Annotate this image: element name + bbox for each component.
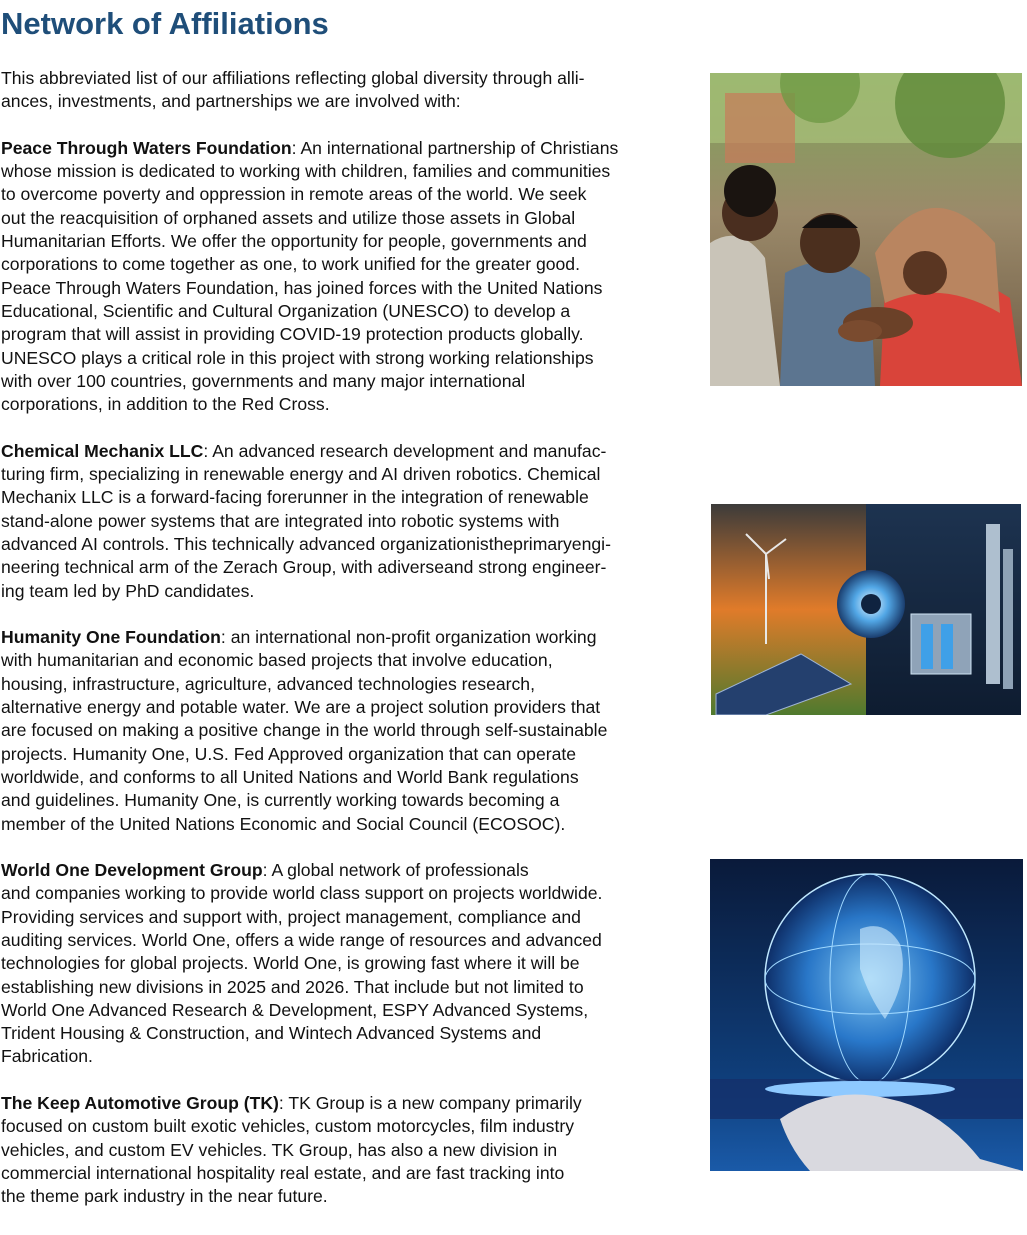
desc-line: program that will assist in providing COVID-19 protection products globally. [1, 324, 584, 345]
desc-line: Humanitarian Efforts. We offer the opportunity for people, governments and [1, 231, 587, 252]
affiliation-chemical-mechanix [1, 440, 691, 603]
community-hands-photo [710, 73, 1022, 386]
org-name: Humanity One Foundation [1, 627, 221, 648]
desc-line: : An international partnership of Christians [291, 137, 619, 158]
org-name: World One Development Group [1, 860, 263, 881]
desc-line: : An advanced research development and manufac- [203, 440, 607, 461]
desc-line: worldwide, and conforms to all United Nations and World Bank regulations [1, 766, 579, 787]
affiliation-the-keep-automotive [1, 1092, 691, 1208]
desc-line: the theme park industry in the near future. [1, 1186, 328, 1207]
intro-paragraph [1, 67, 691, 114]
desc-line: whose mission is dedicated to working with children, families and communities [1, 161, 611, 182]
desc-line: with humanitarian and economic based projects that involve education, [1, 650, 553, 671]
desc-line: : an international non-profit organization working [220, 627, 597, 648]
affiliations-text [1, 67, 691, 1232]
desc-line: housing, infrastructure, agriculture, advanced technologies research, [1, 673, 535, 694]
renewable-energy-robotics-photo [711, 504, 1021, 715]
desc-line: projects. Humanity One, U.S. Fed Approved organization that can operate [1, 743, 577, 764]
desc-line: focused on custom built exotic vehicles, custom motorcycles, film industry [1, 1116, 574, 1137]
desc-line: technologies for global projects. World One, is growing fast where it will be [1, 953, 580, 974]
desc-line: corporations to come together as one, to work unified for the greater good. [1, 254, 580, 275]
desc-line: : A global network of professionals [262, 860, 529, 881]
desc-line: stand-alone power systems that are integrated into robotic systems with [1, 510, 560, 531]
desc-line: Fabrication. [1, 1046, 93, 1067]
desc-line: ing team led by PhD candidates. [1, 580, 255, 601]
desc-line: commercial international hospitality real estate, and are fast tracking into [1, 1162, 565, 1183]
org-name: Chemical Mechanix LLC [1, 440, 204, 461]
desc-line: Trident Housing & Construction, and Wintech Advanced Systems and [1, 1023, 542, 1044]
desc-line: World One Advanced Research & Development, ESPY Advanced Systems, [1, 999, 589, 1020]
desc-line: auditing services. World One, offers a wide range of resources and advanced [1, 929, 602, 950]
desc-line: establishing new divisions in 2025 and 2026. That include but not limited to [1, 976, 584, 997]
affiliation-world-one [1, 859, 691, 1069]
digital-globe-photo [710, 859, 1023, 1171]
affiliation-peace-through-waters [1, 137, 691, 417]
org-name: Peace Through Waters Foundation [1, 137, 292, 158]
desc-line: and guidelines. Humanity One, is currently working towards becoming a [1, 790, 560, 811]
affiliation-humanity-one [1, 626, 691, 836]
desc-line: Mechanix LLC is a forward-facing forerunner in the integration of renewable [1, 487, 589, 508]
desc-line: Educational, Scientific and Cultural Organization (UNESCO) to develop a [1, 300, 571, 321]
org-name: The Keep Automotive Group (TK) [1, 1093, 279, 1114]
intro-line: This abbreviated list of our affiliations reflecting global diversity through alli- [1, 68, 585, 88]
intro-line: ances, investments, and partnerships we are involved with: [1, 91, 461, 112]
desc-line: corporations, in addition to the Red Cross. [1, 394, 330, 415]
desc-line: out the reacquisition of orphaned assets and utilize those assets in Global [1, 207, 576, 228]
desc-line: advanced AI controls. This technically advanced organizationistheprimaryengi- [1, 533, 611, 554]
desc-line: with over 100 countries, governments and many major international [1, 370, 526, 391]
desc-line: UNESCO plays a critical role in this project with strong working relationships [1, 347, 594, 368]
desc-line: neering technical arm of the Zerach Group, with adiverseand strong engineer- [1, 557, 607, 578]
desc-line: : TK Group is a new company primarily [278, 1093, 582, 1114]
desc-line: turing firm, specializing in renewable energy and AI driven robotics. Chemical [1, 464, 601, 485]
desc-line: Providing services and support with, project management, compliance and [1, 906, 581, 927]
page-title: Network of Affiliations [1, 6, 329, 41]
desc-line: are focused on making a positive change in the world through self-sustainable [1, 720, 608, 741]
desc-line: and companies working to provide world class support on projects worldwide. [1, 883, 603, 904]
desc-line: member of the United Nations Economic and Social Council (ECOSOC). [1, 813, 566, 834]
desc-line: to overcome poverty and oppression in remote areas of the world. We seek [1, 184, 587, 205]
desc-line: Peace Through Waters Foundation, has joined forces with the United Nations [1, 277, 603, 298]
desc-line: alternative energy and potable water. We are a project solution providers that [1, 697, 601, 718]
desc-line: vehicles, and custom EV vehicles. TK Group, has also a new division in [1, 1139, 558, 1160]
